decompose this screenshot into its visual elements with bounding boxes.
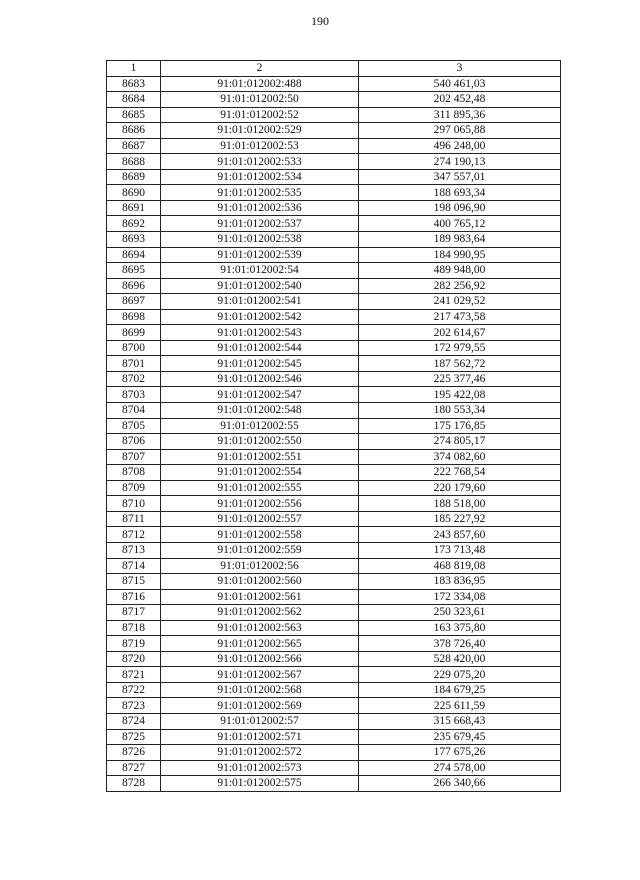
cadastral-id: 91:01:012002:556 <box>161 496 359 512</box>
table-row <box>107 247 561 263</box>
row-number: 8717 <box>107 605 161 621</box>
row-number: 8689 <box>107 169 161 185</box>
cadastral-id: 91:01:012002:565 <box>161 636 359 652</box>
table-row <box>107 387 561 403</box>
cadastral-id: 91:01:012002:571 <box>161 729 359 745</box>
cadastral-id: 91:01:012002:547 <box>161 387 359 403</box>
row-number: 8713 <box>107 542 161 558</box>
row-number: 8723 <box>107 698 161 714</box>
cadastral-id: 91:01:012002:57 <box>161 713 359 729</box>
row-number: 8715 <box>107 574 161 590</box>
cadastral-value: 172 979,55 <box>359 340 561 356</box>
row-number: 8696 <box>107 278 161 294</box>
cadastral-id: 91:01:012002:568 <box>161 682 359 698</box>
table-row <box>107 418 561 434</box>
cadastral-id: 91:01:012002:555 <box>161 480 359 496</box>
row-number: 8698 <box>107 309 161 325</box>
cadastral-id: 91:01:012002:52 <box>161 107 359 123</box>
table-row <box>107 729 561 745</box>
row-number: 8721 <box>107 667 161 683</box>
row-number: 8728 <box>107 776 161 792</box>
cadastral-id: 91:01:012002:537 <box>161 216 359 232</box>
table-row <box>107 542 561 558</box>
table-row <box>107 605 561 621</box>
table-row <box>107 309 561 325</box>
column-header-cadastral-id: 2 <box>161 61 359 77</box>
table-row <box>107 636 561 652</box>
cadastral-value: 282 256,92 <box>359 278 561 294</box>
row-number: 8686 <box>107 123 161 139</box>
table-row <box>107 465 561 481</box>
cadastral-id: 91:01:012002:56 <box>161 558 359 574</box>
cadastral-value: 177 675,26 <box>359 745 561 761</box>
cadastral-value: 183 836,95 <box>359 574 561 590</box>
table-row <box>107 776 561 792</box>
cadastral-value: 274 190,13 <box>359 154 561 170</box>
cadastral-value: 188 518,00 <box>359 496 561 512</box>
row-number: 8714 <box>107 558 161 574</box>
cadastral-value: 229 075,20 <box>359 667 561 683</box>
cadastral-id: 91:01:012002:562 <box>161 605 359 621</box>
cadastral-value: 180 553,34 <box>359 403 561 419</box>
row-number: 8719 <box>107 636 161 652</box>
row-number: 8693 <box>107 232 161 248</box>
row-number: 8700 <box>107 340 161 356</box>
cadastral-value: 189 983,64 <box>359 232 561 248</box>
cadastral-value: 243 857,60 <box>359 527 561 543</box>
cadastral-id: 91:01:012002:551 <box>161 449 359 465</box>
table-row <box>107 138 561 154</box>
cadastral-id: 91:01:012002:538 <box>161 232 359 248</box>
table-header-row <box>107 61 561 77</box>
row-number: 8720 <box>107 651 161 667</box>
table-row <box>107 371 561 387</box>
cadastral-value: 225 377,46 <box>359 371 561 387</box>
cadastral-id: 91:01:012002:573 <box>161 760 359 776</box>
cadastral-value: 163 375,80 <box>359 620 561 636</box>
table-row <box>107 263 561 279</box>
cadastral-value: 241 029,52 <box>359 294 561 310</box>
cadastral-value: 185 227,92 <box>359 511 561 527</box>
row-number: 8692 <box>107 216 161 232</box>
table-row <box>107 200 561 216</box>
table-row <box>107 620 561 636</box>
cadastral-value-table <box>106 60 561 792</box>
table-row <box>107 278 561 294</box>
row-number: 8706 <box>107 434 161 450</box>
row-number: 8705 <box>107 418 161 434</box>
row-number: 8702 <box>107 371 161 387</box>
row-number: 8724 <box>107 713 161 729</box>
cadastral-id: 91:01:012002:561 <box>161 589 359 605</box>
cadastral-value: 175 176,85 <box>359 418 561 434</box>
cadastral-id: 91:01:012002:569 <box>161 698 359 714</box>
table-row <box>107 340 561 356</box>
cadastral-id: 91:01:012002:540 <box>161 278 359 294</box>
cadastral-value: 198 096,90 <box>359 200 561 216</box>
cadastral-id: 91:01:012002:567 <box>161 667 359 683</box>
cadastral-value: 274 578,00 <box>359 760 561 776</box>
cadastral-value: 220 179,60 <box>359 480 561 496</box>
table-row <box>107 574 561 590</box>
table-row <box>107 169 561 185</box>
cadastral-value: 489 948,00 <box>359 263 561 279</box>
row-number: 8690 <box>107 185 161 201</box>
row-number: 8716 <box>107 589 161 605</box>
cadastral-id: 91:01:012002:534 <box>161 169 359 185</box>
row-number: 8722 <box>107 682 161 698</box>
row-number: 8684 <box>107 92 161 108</box>
cadastral-id: 91:01:012002:550 <box>161 434 359 450</box>
cadastral-value: 315 668,43 <box>359 713 561 729</box>
cadastral-id: 91:01:012002:544 <box>161 340 359 356</box>
cadastral-id: 91:01:012002:563 <box>161 620 359 636</box>
row-number: 8683 <box>107 76 161 92</box>
table-row <box>107 698 561 714</box>
row-number: 8704 <box>107 403 161 419</box>
row-number: 8710 <box>107 496 161 512</box>
row-number: 8725 <box>107 729 161 745</box>
cadastral-id: 91:01:012002:543 <box>161 325 359 341</box>
table-row <box>107 232 561 248</box>
cadastral-id: 91:01:012002:557 <box>161 511 359 527</box>
cadastral-id: 91:01:012002:536 <box>161 200 359 216</box>
cadastral-id: 91:01:012002:545 <box>161 356 359 372</box>
table-row <box>107 107 561 123</box>
cadastral-value: 217 473,58 <box>359 309 561 325</box>
table-row <box>107 76 561 92</box>
table-row <box>107 154 561 170</box>
cadastral-id: 91:01:012002:560 <box>161 574 359 590</box>
row-number: 8687 <box>107 138 161 154</box>
cadastral-value: 540 461,03 <box>359 76 561 92</box>
cadastral-value: 187 562,72 <box>359 356 561 372</box>
column-header-value: 3 <box>359 61 561 77</box>
row-number: 8685 <box>107 107 161 123</box>
cadastral-value: 374 082,60 <box>359 449 561 465</box>
table-row <box>107 496 561 512</box>
cadastral-id: 91:01:012002:539 <box>161 247 359 263</box>
row-number: 8718 <box>107 620 161 636</box>
table-row <box>107 294 561 310</box>
cadastral-id: 91:01:012002:55 <box>161 418 359 434</box>
column-header-number: 1 <box>107 61 161 77</box>
cadastral-value: 188 693,34 <box>359 185 561 201</box>
cadastral-id: 91:01:012002:53 <box>161 138 359 154</box>
table-row <box>107 92 561 108</box>
table-body <box>107 76 561 791</box>
row-number: 8726 <box>107 745 161 761</box>
cadastral-id: 91:01:012002:558 <box>161 527 359 543</box>
table-row <box>107 216 561 232</box>
table-row <box>107 667 561 683</box>
cadastral-value: 172 334,08 <box>359 589 561 605</box>
table-row <box>107 325 561 341</box>
cadastral-value: 202 452,48 <box>359 92 561 108</box>
cadastral-id: 91:01:012002:54 <box>161 263 359 279</box>
table-row <box>107 123 561 139</box>
table-row <box>107 480 561 496</box>
cadastral-value: 378 726,40 <box>359 636 561 652</box>
cadastral-value: 266 340,66 <box>359 776 561 792</box>
cadastral-id: 91:01:012002:541 <box>161 294 359 310</box>
row-number: 8708 <box>107 465 161 481</box>
cadastral-id: 91:01:012002:575 <box>161 776 359 792</box>
row-number: 8695 <box>107 263 161 279</box>
row-number: 8707 <box>107 449 161 465</box>
cadastral-id: 91:01:012002:559 <box>161 542 359 558</box>
cadastral-value: 400 765,12 <box>359 216 561 232</box>
row-number: 8711 <box>107 511 161 527</box>
cadastral-value: 173 713,48 <box>359 542 561 558</box>
table-row <box>107 356 561 372</box>
table-row <box>107 745 561 761</box>
row-number: 8712 <box>107 527 161 543</box>
cadastral-value: 202 614,67 <box>359 325 561 341</box>
cadastral-id: 91:01:012002:548 <box>161 403 359 419</box>
cadastral-value: 235 679,45 <box>359 729 561 745</box>
table-row <box>107 185 561 201</box>
cadastral-value: 297 065,88 <box>359 123 561 139</box>
cadastral-value: 311 895,36 <box>359 107 561 123</box>
cadastral-id: 91:01:012002:546 <box>161 371 359 387</box>
cadastral-id: 91:01:012002:554 <box>161 465 359 481</box>
row-number: 8701 <box>107 356 161 372</box>
cadastral-value: 250 323,61 <box>359 605 561 621</box>
cadastral-value: 184 679,25 <box>359 682 561 698</box>
page-number: 190 <box>311 14 329 28</box>
table-row <box>107 760 561 776</box>
row-number: 8688 <box>107 154 161 170</box>
cadastral-value: 347 557,01 <box>359 169 561 185</box>
cadastral-id: 91:01:012002:542 <box>161 309 359 325</box>
cadastral-id: 91:01:012002:566 <box>161 651 359 667</box>
cadastral-value: 496 248,00 <box>359 138 561 154</box>
cadastral-id: 91:01:012002:529 <box>161 123 359 139</box>
table-row <box>107 682 561 698</box>
table-row <box>107 527 561 543</box>
table-row <box>107 589 561 605</box>
row-number: 8694 <box>107 247 161 263</box>
table-row <box>107 511 561 527</box>
cadastral-id: 91:01:012002:533 <box>161 154 359 170</box>
row-number: 8727 <box>107 760 161 776</box>
table-row <box>107 449 561 465</box>
cadastral-id: 91:01:012002:572 <box>161 745 359 761</box>
cadastral-value: 225 611,59 <box>359 698 561 714</box>
cadastral-id: 91:01:012002:535 <box>161 185 359 201</box>
cadastral-value: 184 990,95 <box>359 247 561 263</box>
cadastral-value: 222 768,54 <box>359 465 561 481</box>
row-number: 8699 <box>107 325 161 341</box>
row-number: 8691 <box>107 200 161 216</box>
table-row <box>107 434 561 450</box>
cadastral-value: 195 422,08 <box>359 387 561 403</box>
cadastral-id: 91:01:012002:488 <box>161 76 359 92</box>
cadastral-value: 528 420,00 <box>359 651 561 667</box>
table-row <box>107 403 561 419</box>
row-number: 8703 <box>107 387 161 403</box>
table-row <box>107 558 561 574</box>
table-row <box>107 713 561 729</box>
row-number: 8709 <box>107 480 161 496</box>
cadastral-value: 274 805,17 <box>359 434 561 450</box>
cadastral-value: 468 819,08 <box>359 558 561 574</box>
table-row <box>107 651 561 667</box>
row-number: 8697 <box>107 294 161 310</box>
cadastral-id: 91:01:012002:50 <box>161 92 359 108</box>
